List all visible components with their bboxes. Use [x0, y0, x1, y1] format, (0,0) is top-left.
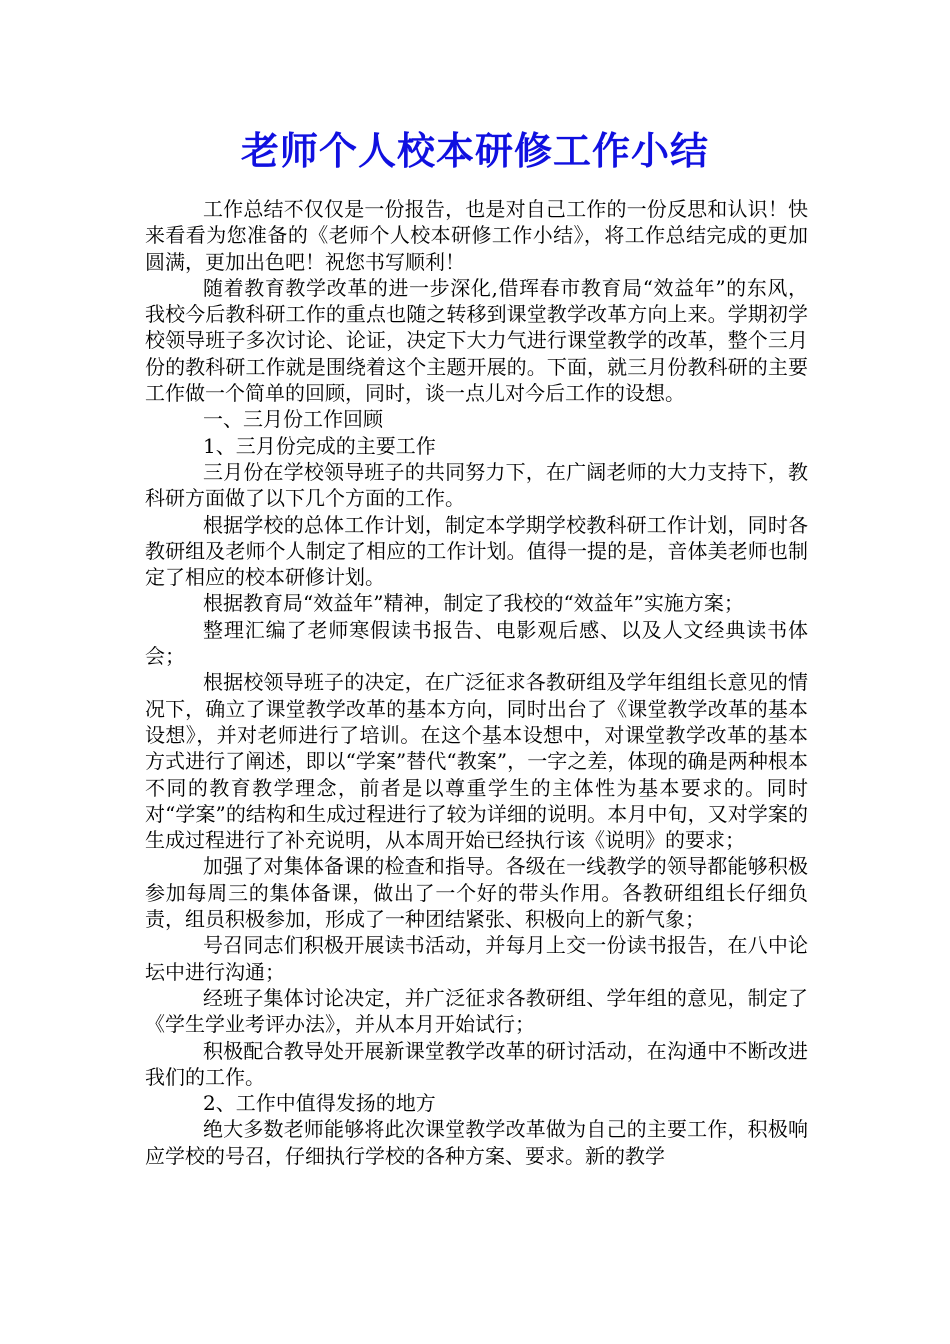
paragraph-efficiency-year: 根据教育局“效益年”精神，制定了我校的“效益年”实施方案； [203, 591, 744, 616]
paragraph-work-plan: 根据学校的总体工作计划，制定本学期学校教科研工作计划，同时各教研组及老师个人制定了相应的工作计划。值得一提的是，音体美老师也制定了相应的校本研修计划。 [145, 512, 808, 590]
section-heading-review: 一、三月份工作回顾 [203, 407, 383, 432]
subsection-heading-strengths: 2、工作中值得发扬的地方 [203, 1091, 436, 1116]
paragraph-collective-lesson-prep: 加强了对集体备课的检查和指导。各级在一线教学的领导都能够积极参加每周三的集体备课，做出了一个好的带头作用。各教研组组长仔细负责，组员积极参加，形成了一种团结紧张、积极向上的新气象； [145, 854, 808, 932]
paragraph-teacher-participation: 绝大多数老师能够将此次课堂教学改革做为自己的主要工作，积极响应学校的号召，仔细执行学校的各种方案、要求。新的教学 [145, 1117, 808, 1168]
document-body [145, 196, 808, 1169]
paragraph-classroom-reform: 根据校领导班子的决定，在广泛征求各教研组及学年组组长意见的情况下，确立了课堂教学改革的基本方向，同时出台了《课堂教学改革的基本设想》，并对老师进行了培训。在这个基本设想中，对课堂教学改革的基本方式进行了阐述，即以“学案”替代“教案”，一字之差，体现的确是两种根本不同的教育教学理念，前者是以尊重学生的主体性为基本要求的。同时对“学案”的结构和生成过程进行了较为详细的说明。本月中旬，又对学案的生成过程进行了补充说明，从本周开始已经执行该《说明》的要求； [145, 670, 808, 853]
paragraph-reading-activity: 号召同志们积极开展读书活动，并每月上交一份读书报告，在八中论坛中进行沟通； [145, 933, 808, 984]
paragraph-teaching-research: 积极配合教导处开展新课堂教学改革的研讨活动，在沟通中不断改进我们的工作。 [145, 1038, 808, 1089]
paragraph-background: 随着教育教学改革的进一步深化,借珲春市教育局“效益年”的东风，我校今后教科研工作的重点也随之转移到课堂教学改革方向上来。学期初学校领导班子多次讨论、论证，决定下大力气进行课堂教学的改革，整个三月份的教科研工作就是围绕着这个主题开展的。下面，就三月份教科研的主要工作做一个简单的回顾，同时，谈一点儿对今后工作的设想。 [145, 275, 808, 406]
paragraph-assessment-method: 经班子集体讨论决定，并广泛征求各教研组、学年组的意见，制定了《学生学业考评办法》，并从本月开始试行； [145, 985, 808, 1037]
paragraph-march-work: 三月份在学校领导班子的共同努力下，在广阔老师的大力支持下，教科研方面做了以下几个方面的工作。 [145, 459, 808, 511]
document-title: 老师个人校本研修工作小结 [240, 129, 709, 173]
paragraph-reading-reports: 整理汇编了老师寒假读书报告、电影观后感、以及人文经典读书体会； [145, 617, 808, 669]
subsection-heading-main-work: 1、三月份完成的主要工作 [203, 433, 436, 458]
paragraph-intro: 工作总结不仅仅是一份报告，也是对自己工作的一份反思和认识！快来看看为您准备的《老师个人校本研修工作小结》，将工作总结完成的更加圆满，更加出色吧！祝您书写顺利！ [145, 197, 808, 274]
